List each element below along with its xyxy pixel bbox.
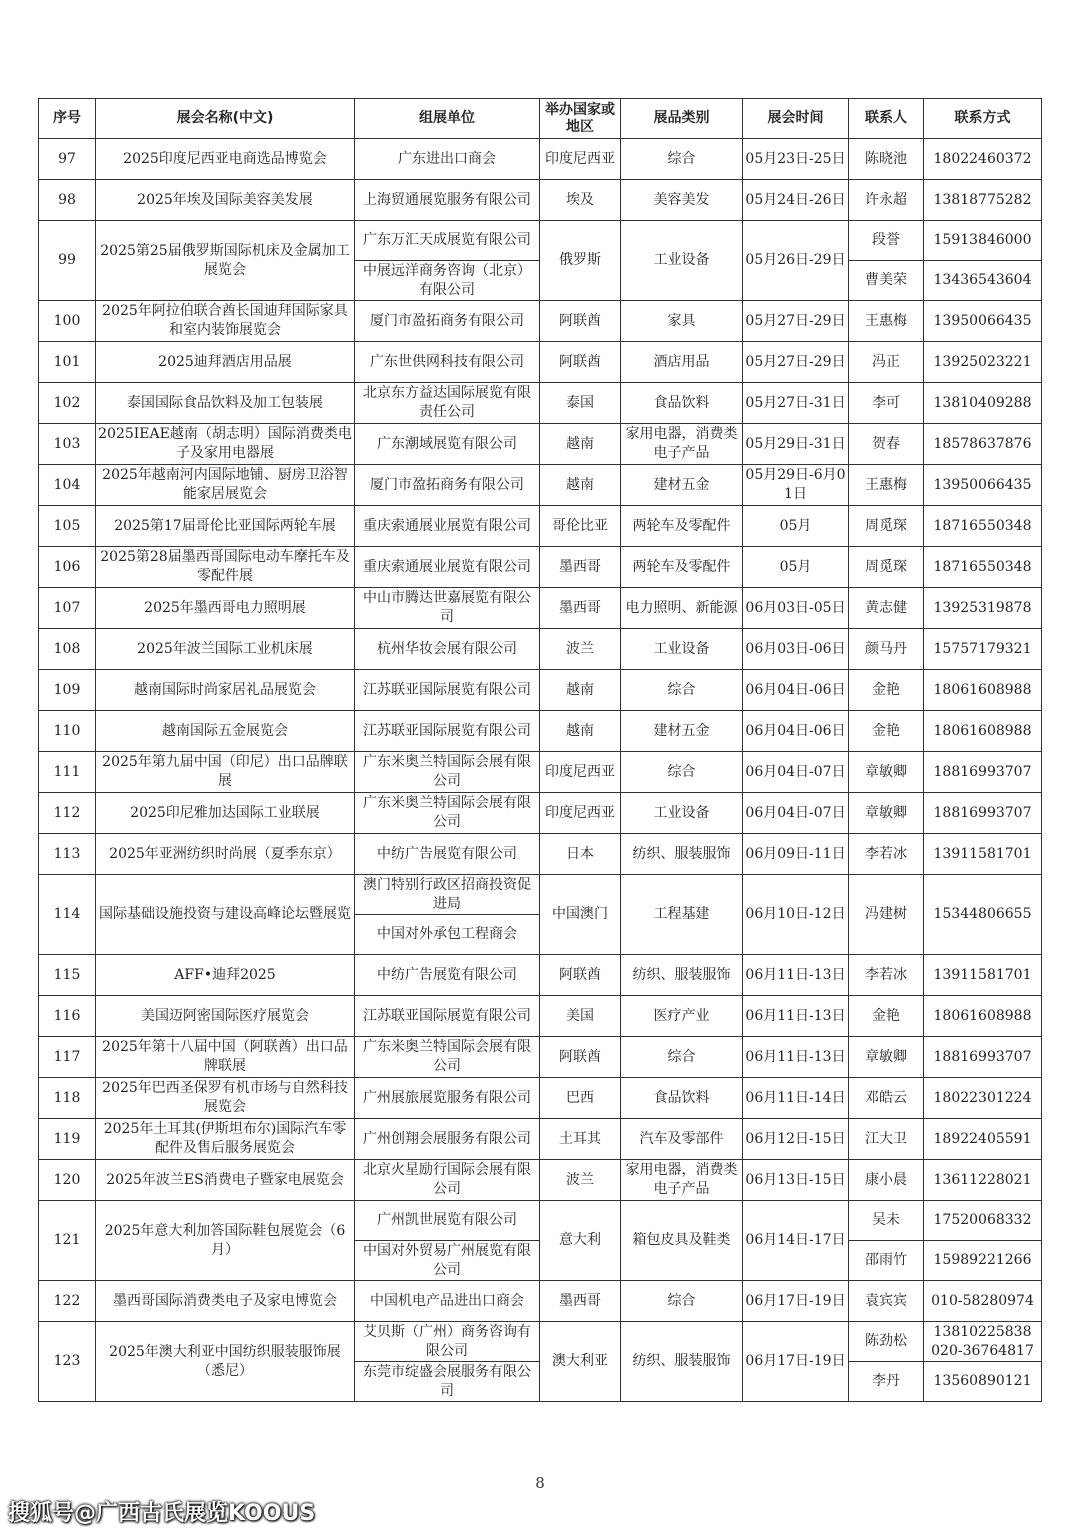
contact-phone: 15989221266 bbox=[924, 1241, 1042, 1281]
contact-phone: 18816993707 bbox=[924, 793, 1042, 834]
header-no: 序号 bbox=[39, 99, 96, 139]
host-country: 埃及 bbox=[540, 180, 621, 221]
contact-person: 周觅琛 bbox=[849, 506, 924, 547]
contact-person: 金艳 bbox=[849, 996, 924, 1037]
exhibition-time: 05月26日-29日 bbox=[743, 221, 849, 301]
exhibition-name: 国际基础设施投资与建设高峰论坛暨展览 bbox=[96, 875, 355, 955]
contact-person: 李若冰 bbox=[849, 955, 924, 996]
table-row bbox=[39, 1078, 1042, 1119]
contact-person: 许永超 bbox=[849, 180, 924, 221]
exhibition-name: 2025第28届墨西哥国际电动车摩托车及零配件展 bbox=[96, 547, 355, 588]
product-category: 建材五金 bbox=[621, 465, 743, 506]
exhibition-time: 05月27日-29日 bbox=[743, 342, 849, 383]
organizer: 中展远洋商务咨询（北京）有限公司 bbox=[355, 261, 540, 301]
row-number: 107 bbox=[39, 588, 96, 629]
table-row bbox=[39, 342, 1042, 383]
table-row bbox=[39, 629, 1042, 670]
organizer: 中山市腾达世嘉展览有限公司 bbox=[355, 588, 540, 629]
table-row bbox=[39, 834, 1042, 875]
contact-phone: 18716550348 bbox=[924, 506, 1042, 547]
contact-phone: 13950066435 bbox=[924, 465, 1042, 506]
product-category: 综合 bbox=[621, 139, 743, 180]
contact-person: 冯正 bbox=[849, 342, 924, 383]
row-number: 121 bbox=[39, 1201, 96, 1281]
contact-person: 王惠梅 bbox=[849, 301, 924, 342]
table-body bbox=[39, 139, 1042, 1402]
exhibition-table bbox=[38, 98, 1042, 1402]
table-row bbox=[39, 1281, 1042, 1322]
row-number: 98 bbox=[39, 180, 96, 221]
exhibition-name: 2025年第十八届中国（阿联酋）出口品牌联展 bbox=[96, 1037, 355, 1078]
exhibition-time: 06月12日-15日 bbox=[743, 1119, 849, 1160]
contact-phone: 13560890121 bbox=[924, 1362, 1042, 1402]
exhibition-time: 05月27日-29日 bbox=[743, 301, 849, 342]
organizer: 厦门市盈拓商务有限公司 bbox=[355, 465, 540, 506]
host-country: 越南 bbox=[540, 711, 621, 752]
header-time: 展会时间 bbox=[743, 99, 849, 139]
row-number: 99 bbox=[39, 221, 96, 301]
exhibition-time: 06月13日-15日 bbox=[743, 1160, 849, 1201]
product-category: 美容美发 bbox=[621, 180, 743, 221]
exhibition-time: 06月09日-11日 bbox=[743, 834, 849, 875]
host-country: 哥伦比亚 bbox=[540, 506, 621, 547]
exhibition-name: 2025印尼雅加达国际工业联展 bbox=[96, 793, 355, 834]
organizer: 江苏联亚国际展览有限公司 bbox=[355, 711, 540, 752]
exhibition-time: 05月29日-6月01日 bbox=[743, 465, 849, 506]
table-row bbox=[39, 424, 1042, 465]
host-country: 澳大利亚 bbox=[540, 1322, 621, 1402]
host-country: 印度尼西亚 bbox=[540, 793, 621, 834]
table-row bbox=[39, 465, 1042, 506]
host-country: 波兰 bbox=[540, 1160, 621, 1201]
host-country: 意大利 bbox=[540, 1201, 621, 1281]
host-country: 泰国 bbox=[540, 383, 621, 424]
contact-person: 颜马丹 bbox=[849, 629, 924, 670]
table-row bbox=[39, 588, 1042, 629]
row-number: 123 bbox=[39, 1322, 96, 1402]
exhibition-time: 06月11日-14日 bbox=[743, 1078, 849, 1119]
row-number: 105 bbox=[39, 506, 96, 547]
table-header-row bbox=[39, 99, 1042, 139]
row-number: 109 bbox=[39, 670, 96, 711]
organizer: 中国机电产品进出口商会 bbox=[355, 1281, 540, 1322]
row-number: 120 bbox=[39, 1160, 96, 1201]
contact-phone: 18061608988 bbox=[924, 996, 1042, 1037]
organizer: 厦门市盈拓商务有限公司 bbox=[355, 301, 540, 342]
product-category: 酒店用品 bbox=[621, 342, 743, 383]
contact-person: 曹美荣 bbox=[849, 261, 924, 301]
organizer: 江苏联亚国际展览有限公司 bbox=[355, 670, 540, 711]
header-category: 展品类别 bbox=[621, 99, 743, 139]
contact-person: 邓皓云 bbox=[849, 1078, 924, 1119]
exhibition-name: 美国迈阿密国际医疗展览会 bbox=[96, 996, 355, 1037]
host-country: 越南 bbox=[540, 670, 621, 711]
exhibition-name: 2025年墨西哥电力照明展 bbox=[96, 588, 355, 629]
exhibition-time: 06月04日-07日 bbox=[743, 793, 849, 834]
exhibition-name: 2025年澳大利亚中国纺织服装服饰展（悉尼） bbox=[96, 1322, 355, 1402]
contact-phone: 18061608988 bbox=[924, 711, 1042, 752]
organizer: 中纺广告展览有限公司 bbox=[355, 955, 540, 996]
host-country: 波兰 bbox=[540, 629, 621, 670]
product-category: 汽车及零部件 bbox=[621, 1119, 743, 1160]
contact-phone: 15913846000 bbox=[924, 221, 1042, 261]
contact-phone: 15344806655 bbox=[924, 875, 1042, 955]
contact-phone: 13925319878 bbox=[924, 588, 1042, 629]
row-number: 122 bbox=[39, 1281, 96, 1322]
exhibition-name: 2025年埃及国际美容美发展 bbox=[96, 180, 355, 221]
row-number: 113 bbox=[39, 834, 96, 875]
contact-phone: 13611228021 bbox=[924, 1160, 1042, 1201]
organizer: 广东世供网科技有限公司 bbox=[355, 342, 540, 383]
exhibition-name: 2025第17届哥伦比亚国际两轮车展 bbox=[96, 506, 355, 547]
exhibition-time: 06月04日-07日 bbox=[743, 752, 849, 793]
organizer: 广东米奥兰特国际会展有限公司 bbox=[355, 1037, 540, 1078]
contact-person: 章敏卿 bbox=[849, 1037, 924, 1078]
product-category: 箱包皮具及鞋类 bbox=[621, 1201, 743, 1281]
host-country: 墨西哥 bbox=[540, 1281, 621, 1322]
host-country: 俄罗斯 bbox=[540, 221, 621, 301]
organizer: 北京火星励行国际会展有限公司 bbox=[355, 1160, 540, 1201]
contact-phone: 13818775282 bbox=[924, 180, 1042, 221]
organizer: 上海贸通展览服务有限公司 bbox=[355, 180, 540, 221]
row-number: 101 bbox=[39, 342, 96, 383]
table-row bbox=[39, 1119, 1042, 1160]
organizer: 重庆索通展业展览有限公司 bbox=[355, 506, 540, 547]
exhibition-time: 06月03日-06日 bbox=[743, 629, 849, 670]
exhibition-name: 2025年土耳其(伊斯坦布尔)国际汽车零配件及售后服务展览会 bbox=[96, 1119, 355, 1160]
contact-phone: 15757179321 bbox=[924, 629, 1042, 670]
product-category: 综合 bbox=[621, 752, 743, 793]
exhibition-name: 2025年波兰ES消费电子暨家电展览会 bbox=[96, 1160, 355, 1201]
table-row bbox=[39, 180, 1042, 221]
product-category: 家用电器，消费类电子产品 bbox=[621, 424, 743, 465]
exhibition-time: 06月03日-05日 bbox=[743, 588, 849, 629]
exhibition-time: 06月04日-06日 bbox=[743, 670, 849, 711]
contact-person: 段誉 bbox=[849, 221, 924, 261]
contact-person: 冯建树 bbox=[849, 875, 924, 955]
table-row bbox=[39, 383, 1042, 424]
watermark: 搜狐号@广西古氏展览KOOUS bbox=[8, 1501, 316, 1526]
exhibition-time: 05月27日-31日 bbox=[743, 383, 849, 424]
contact-phone: 13810225838 020-36764817 bbox=[924, 1322, 1042, 1362]
contact-person: 康小晨 bbox=[849, 1160, 924, 1201]
host-country: 中国澳门 bbox=[540, 875, 621, 955]
exhibition-time: 05月24日-26日 bbox=[743, 180, 849, 221]
product-category: 工业设备 bbox=[621, 793, 743, 834]
host-country: 印度尼西亚 bbox=[540, 752, 621, 793]
contact-person: 金艳 bbox=[849, 711, 924, 752]
product-category: 家具 bbox=[621, 301, 743, 342]
header-country: 举办国家或地区 bbox=[540, 99, 621, 139]
exhibition-time: 05月 bbox=[743, 506, 849, 547]
contact-phone: 18816993707 bbox=[924, 1037, 1042, 1078]
row-number: 116 bbox=[39, 996, 96, 1037]
product-category: 工程基建 bbox=[621, 875, 743, 955]
exhibition-name: 越南国际时尚家居礼品展览会 bbox=[96, 670, 355, 711]
header-contact-phone: 联系方式 bbox=[924, 99, 1042, 139]
host-country: 日本 bbox=[540, 834, 621, 875]
organizer: 东莞市绽盛会展服务有限公司 bbox=[355, 1362, 540, 1402]
table-row bbox=[39, 1037, 1042, 1078]
contact-phone: 010-58280974 bbox=[924, 1281, 1042, 1322]
product-category: 综合 bbox=[621, 670, 743, 711]
host-country: 越南 bbox=[540, 424, 621, 465]
contact-person: 陈劲松 bbox=[849, 1322, 924, 1362]
exhibition-name: 2025迪拜酒店用品展 bbox=[96, 342, 355, 383]
organizer: 中纺广告展览有限公司 bbox=[355, 834, 540, 875]
row-number: 115 bbox=[39, 955, 96, 996]
product-category: 工业设备 bbox=[621, 629, 743, 670]
contact-person: 章敏卿 bbox=[849, 752, 924, 793]
organizer: 广州展旅展览服务有限公司 bbox=[355, 1078, 540, 1119]
exhibition-time: 06月11日-13日 bbox=[743, 955, 849, 996]
row-number: 118 bbox=[39, 1078, 96, 1119]
host-country: 阿联酋 bbox=[540, 955, 621, 996]
contact-person: 李丹 bbox=[849, 1362, 924, 1402]
host-country: 阿联酋 bbox=[540, 1037, 621, 1078]
exhibition-time: 06月04日-06日 bbox=[743, 711, 849, 752]
host-country: 墨西哥 bbox=[540, 547, 621, 588]
exhibition-time: 06月14日-17日 bbox=[743, 1201, 849, 1281]
table-row bbox=[39, 996, 1042, 1037]
product-category: 食品饮料 bbox=[621, 1078, 743, 1119]
exhibition-name: 2025第25届俄罗斯国际机床及金属加工展览会 bbox=[96, 221, 355, 301]
contact-person: 黄志健 bbox=[849, 588, 924, 629]
product-category: 两轮车及零配件 bbox=[621, 506, 743, 547]
row-number: 112 bbox=[39, 793, 96, 834]
row-number: 114 bbox=[39, 875, 96, 955]
exhibition-name: 2025年波兰国际工业机床展 bbox=[96, 629, 355, 670]
contact-person: 金艳 bbox=[849, 670, 924, 711]
row-number: 119 bbox=[39, 1119, 96, 1160]
product-category: 医疗产业 bbox=[621, 996, 743, 1037]
exhibition-name: 2025年巴西圣保罗有机市场与自然科技展览会 bbox=[96, 1078, 355, 1119]
contact-phone: 17520068332 bbox=[924, 1201, 1042, 1241]
exhibition-time: 06月17日-19日 bbox=[743, 1322, 849, 1402]
contact-person: 李若冰 bbox=[849, 834, 924, 875]
table-row bbox=[39, 139, 1042, 180]
product-category: 工业设备 bbox=[621, 221, 743, 301]
exhibition-name: AFF•迪拜2025 bbox=[96, 955, 355, 996]
exhibition-name: 墨西哥国际消费类电子及家电博览会 bbox=[96, 1281, 355, 1322]
contact-phone: 18022460372 bbox=[924, 139, 1042, 180]
contact-person: 章敏卿 bbox=[849, 793, 924, 834]
organizer: 艾贝斯（广州）商务咨询有限公司 bbox=[355, 1322, 540, 1362]
table-row bbox=[39, 506, 1042, 547]
row-number: 97 bbox=[39, 139, 96, 180]
product-category: 食品饮料 bbox=[621, 383, 743, 424]
table-row bbox=[39, 670, 1042, 711]
contact-person: 吴未 bbox=[849, 1201, 924, 1241]
product-category: 纺织、服装服饰 bbox=[621, 955, 743, 996]
organizer: 江苏联亚国际展览有限公司 bbox=[355, 996, 540, 1037]
table-row bbox=[39, 1160, 1042, 1201]
exhibition-name: 2025年意大利加答国际鞋包展览会（6月） bbox=[96, 1201, 355, 1281]
exhibition-name: 2025年第九届中国（印尼）出口品牌联展 bbox=[96, 752, 355, 793]
product-category: 纺织、服装服饰 bbox=[621, 834, 743, 875]
header-contact-person: 联系人 bbox=[849, 99, 924, 139]
organizer: 广州凯世展览有限公司 bbox=[355, 1201, 540, 1241]
organizer: 广东进出口商会 bbox=[355, 139, 540, 180]
row-number: 103 bbox=[39, 424, 96, 465]
contact-person: 周觅琛 bbox=[849, 547, 924, 588]
exhibition-name: 越南国际五金展览会 bbox=[96, 711, 355, 752]
exhibition-name: 2025年亚洲纺织时尚展（夏季东京） bbox=[96, 834, 355, 875]
host-country: 土耳其 bbox=[540, 1119, 621, 1160]
row-number: 111 bbox=[39, 752, 96, 793]
exhibition-name: 泰国国际食品饮料及加工包装展 bbox=[96, 383, 355, 424]
contact-person: 陈晓池 bbox=[849, 139, 924, 180]
exhibition-time: 06月10日-12日 bbox=[743, 875, 849, 955]
contact-phone: 13810409288 bbox=[924, 383, 1042, 424]
page-number: 8 bbox=[535, 1474, 545, 1492]
header-name: 展会名称(中文) bbox=[96, 99, 355, 139]
table-row bbox=[39, 1201, 1042, 1241]
header-organizer: 组展单位 bbox=[355, 99, 540, 139]
organizer: 广东潮域展览有限公司 bbox=[355, 424, 540, 465]
table-row bbox=[39, 875, 1042, 915]
table-row bbox=[39, 711, 1042, 752]
exhibition-name: 2025IEAE越南（胡志明）国际消费类电子及家用电器展 bbox=[96, 424, 355, 465]
row-number: 110 bbox=[39, 711, 96, 752]
contact-phone: 13925023221 bbox=[924, 342, 1042, 383]
organizer: 广东万汇天成展览有限公司 bbox=[355, 221, 540, 261]
organizer: 中国对外承包工程商会 bbox=[355, 915, 540, 955]
organizer: 广东米奥兰特国际会展有限公司 bbox=[355, 793, 540, 834]
contact-phone: 18022301224 bbox=[924, 1078, 1042, 1119]
host-country: 巴西 bbox=[540, 1078, 621, 1119]
organizer: 中国对外贸易广州展览有限公司 bbox=[355, 1241, 540, 1281]
table-row bbox=[39, 301, 1042, 342]
contact-phone: 13911581701 bbox=[924, 834, 1042, 875]
exhibition-time: 05月23日-25日 bbox=[743, 139, 849, 180]
host-country: 阿联酋 bbox=[540, 301, 621, 342]
product-category: 纺织、服装服饰 bbox=[621, 1322, 743, 1402]
contact-phone: 18578637876 bbox=[924, 424, 1042, 465]
row-number: 106 bbox=[39, 547, 96, 588]
exhibition-time: 06月17日-19日 bbox=[743, 1281, 849, 1322]
host-country: 墨西哥 bbox=[540, 588, 621, 629]
host-country: 印度尼西亚 bbox=[540, 139, 621, 180]
contact-person: 江大卫 bbox=[849, 1119, 924, 1160]
contact-phone: 18716550348 bbox=[924, 547, 1042, 588]
host-country: 美国 bbox=[540, 996, 621, 1037]
contact-phone: 18922405591 bbox=[924, 1119, 1042, 1160]
table-row bbox=[39, 793, 1042, 834]
row-number: 104 bbox=[39, 465, 96, 506]
exhibition-name: 2025年越南河内国际地铺、厨房卫浴智能家居展览会 bbox=[96, 465, 355, 506]
contact-person: 李可 bbox=[849, 383, 924, 424]
organizer: 北京东方益达国际展览有限责任公司 bbox=[355, 383, 540, 424]
exhibition-name: 2025印度尼西亚电商选品博览会 bbox=[96, 139, 355, 180]
product-category: 家用电器，消费类电子产品 bbox=[621, 1160, 743, 1201]
contact-person: 邵雨竹 bbox=[849, 1241, 924, 1281]
exhibition-time: 06月11日-13日 bbox=[743, 996, 849, 1037]
exhibition-time: 06月11日-13日 bbox=[743, 1037, 849, 1078]
product-category: 电力照明、新能源 bbox=[621, 588, 743, 629]
table-row bbox=[39, 955, 1042, 996]
contact-phone: 18061608988 bbox=[924, 670, 1042, 711]
organizer: 杭州华妆会展有限公司 bbox=[355, 629, 540, 670]
exhibition-time: 05月29日-31日 bbox=[743, 424, 849, 465]
product-category: 综合 bbox=[621, 1281, 743, 1322]
organizer: 重庆索通展业展览有限公司 bbox=[355, 547, 540, 588]
row-number: 108 bbox=[39, 629, 96, 670]
contact-person: 王惠梅 bbox=[849, 465, 924, 506]
table-row bbox=[39, 221, 1042, 261]
row-number: 117 bbox=[39, 1037, 96, 1078]
contact-phone: 18816993707 bbox=[924, 752, 1042, 793]
organizer: 澳门特别行政区招商投资促进局 bbox=[355, 875, 540, 915]
contact-person: 贺春 bbox=[849, 424, 924, 465]
product-category: 建材五金 bbox=[621, 711, 743, 752]
contact-phone: 13950066435 bbox=[924, 301, 1042, 342]
product-category: 综合 bbox=[621, 1037, 743, 1078]
host-country: 越南 bbox=[540, 465, 621, 506]
exhibition-name: 2025年阿拉伯联合酋长国迪拜国际家具和室内装饰展览会 bbox=[96, 301, 355, 342]
row-number: 102 bbox=[39, 383, 96, 424]
table-row bbox=[39, 752, 1042, 793]
row-number: 100 bbox=[39, 301, 96, 342]
contact-person: 袁宾宾 bbox=[849, 1281, 924, 1322]
contact-phone: 13911581701 bbox=[924, 955, 1042, 996]
host-country: 阿联酋 bbox=[540, 342, 621, 383]
table-row bbox=[39, 1322, 1042, 1362]
exhibition-time: 05月 bbox=[743, 547, 849, 588]
organizer: 广州创翔会展服务有限公司 bbox=[355, 1119, 540, 1160]
organizer: 广东米奥兰特国际会展有限公司 bbox=[355, 752, 540, 793]
table-row bbox=[39, 547, 1042, 588]
product-category: 两轮车及零配件 bbox=[621, 547, 743, 588]
contact-phone: 13436543604 bbox=[924, 261, 1042, 301]
